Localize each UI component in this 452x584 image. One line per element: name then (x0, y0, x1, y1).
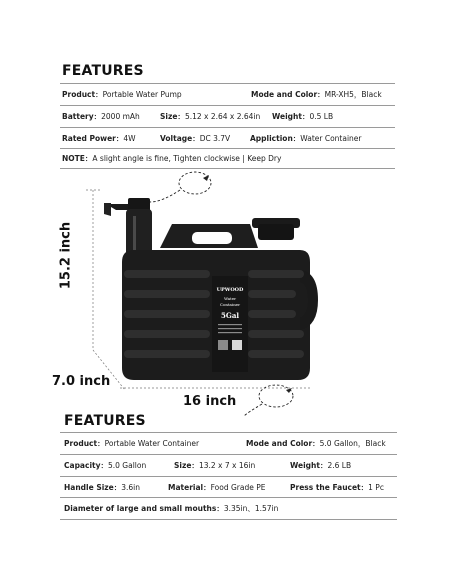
height-dimension-label: 15.2 inch (58, 221, 74, 290)
spec-key: NOTE： (62, 153, 93, 163)
bottom-row-1-col-2 (246, 438, 386, 449)
spec-value: Portable Water Container (104, 438, 200, 448)
label-brand: UPWOOD (216, 287, 244, 293)
spec-key: Appliction： (250, 133, 301, 143)
spec-value: 4W (123, 133, 136, 143)
bottom-row-2-col-3 (290, 460, 351, 471)
spec-key: Size： (160, 111, 185, 121)
spec-key: Mode and Color： (251, 89, 325, 99)
spec-value: Portable Water Pump (102, 89, 182, 99)
pump-arrow-head (203, 175, 209, 181)
bottom-row-2-col-2 (174, 460, 255, 471)
label-capacity: 5Gal (220, 311, 240, 320)
spec-value: 5.0 Gallon，Black (319, 438, 386, 448)
bottom-row-3-col-3 (290, 482, 384, 493)
width-dimension-label: 16 inch (183, 394, 237, 409)
spec-value: MR-XH5，Black (324, 89, 382, 99)
spec-key: Capacity： (64, 460, 108, 470)
spec-value: 1 Pc (368, 482, 384, 492)
bottom-features-title: FEATURES (64, 413, 146, 429)
spec-key: Weight： (272, 111, 310, 121)
bottom-row-3-col-2 (168, 482, 266, 493)
depth-dimension-label: 7.0 inch (52, 374, 111, 389)
spec-key: Battery： (62, 111, 102, 121)
spec-key: Material： (168, 482, 211, 492)
pump-dashed-arrow (150, 172, 211, 202)
top-features-title: FEATURES (62, 63, 144, 79)
spec-value: A slight angle is fine, Tighten clockwise | Keep Dry (92, 153, 282, 163)
spec-key: Product： (64, 438, 105, 448)
spec-key: Rated Power： (62, 133, 124, 143)
bottom-row-4 (64, 498, 397, 518)
spec-key: Weight： (290, 460, 328, 470)
bottom-row-3 (64, 477, 397, 497)
label-line-1: Water (223, 296, 237, 301)
bottom-row-4-col-1 (64, 503, 278, 514)
spec-value: 13.2 x 7 x 16in (198, 460, 256, 470)
spec-key: Press the Faucet： (290, 482, 369, 492)
spec-value: 2.6 LB (327, 460, 352, 470)
spec-value: 3.35in、1.57in (223, 503, 279, 513)
spec-value: Water Container (300, 133, 362, 143)
bottom-row-2 (64, 455, 397, 475)
spec-value: DC 3.7V (199, 133, 231, 143)
spec-value: 3.6in (121, 482, 141, 492)
spec-key: Mode and Color： (246, 438, 320, 448)
bottom-rule-4 (60, 519, 397, 520)
bottom-row-3-col-1 (64, 482, 140, 493)
bottom-row-1-col-1 (64, 438, 199, 449)
spec-value: 5.0 Gallon (108, 460, 147, 470)
spec-key: Handle Size： (64, 482, 122, 492)
spec-value: 5.12 x 2.64 x 2.64in (184, 111, 261, 121)
bottom-row-2-col-1 (64, 460, 146, 471)
bottom-row-1 (64, 433, 397, 453)
spec-key: Product： (62, 89, 103, 99)
spec-value: Food Grade PE (210, 482, 266, 492)
label-line-2: Container (219, 302, 241, 307)
spec-value: 2000 mAh (101, 111, 140, 121)
spec-key: Size： (174, 460, 199, 470)
spec-key: Voltage： (160, 133, 200, 143)
spec-key: Diameter of large and small mouths： (64, 503, 224, 513)
base-dashed-arrow (244, 385, 293, 416)
spec-value: 0.5 LB (309, 111, 334, 121)
